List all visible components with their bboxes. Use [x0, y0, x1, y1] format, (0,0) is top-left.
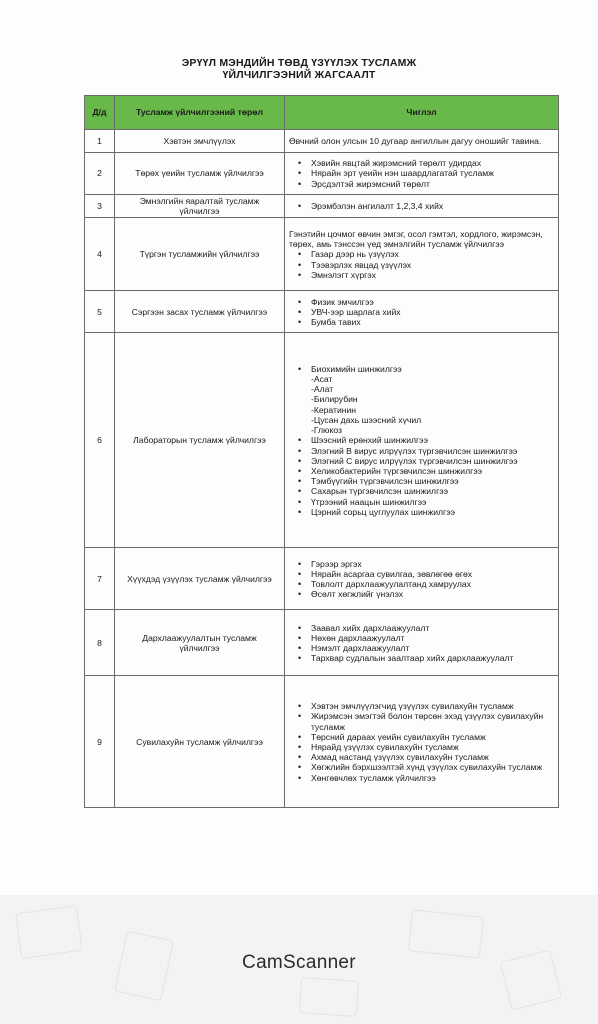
direction-bullet-item: • Үтрээний наацын шинжилгээ — [311, 497, 554, 507]
row-number: 4 — [85, 218, 115, 291]
direction-bullet-item: • Товлолт дархлаажуулалтанд хамруулах — [311, 579, 554, 589]
direction-bullet-item: • Газар дээр нь үзүүлэх — [311, 249, 554, 259]
background-doodle — [15, 905, 83, 959]
direction-bullet-item: • Хэвийн явцтай жирэмсний төрөлт удирдах — [311, 158, 554, 168]
direction-list — [289, 249, 554, 280]
direction-bullet-item: • Шээсний ерөнхий шинжилгээ — [311, 435, 554, 445]
direction-sub-item: -Цусан дахь шээсний хүчил — [311, 414, 422, 425]
direction-sub-item: -Асат — [311, 374, 333, 385]
direction-bullet-item: • Нөхөн дархлаажуулалт — [311, 633, 554, 643]
direction-bullet-item: • Хөгжлийн бэрхшээлтэй хүнд үзүүлэх сувилахуйн тусламж — [311, 762, 554, 772]
table-row — [85, 130, 559, 153]
table-row — [85, 548, 559, 610]
row-number: 8 — [85, 610, 115, 676]
direction-bullet-item: • Жирэмсэн эмэгтэй болон төрсөн эхэд үзүүлэх сувилахуйн тусламж — [311, 711, 554, 731]
direction-list — [289, 559, 554, 600]
direction-list — [289, 158, 554, 189]
camscanner-watermark: CamScanner — [242, 952, 356, 973]
table-row — [85, 333, 559, 548]
service-type: Сэргээн засах тусламж үйлчилгээ — [115, 291, 285, 333]
direction-list — [289, 701, 554, 783]
service-type: Хэвтэн эмчлүүлэх — [115, 130, 285, 153]
table-row — [85, 676, 559, 808]
row-number: 9 — [85, 676, 115, 808]
direction-bullet-item: • Тархвар судлалын заалтаар хийх дархлаажуулалт — [311, 653, 554, 663]
direction-bullet-item: • Хөнгөвчлөх тусламж үйлчилгээ — [311, 773, 554, 783]
header-number: Д/д — [85, 96, 115, 130]
row-number: 6 — [85, 333, 115, 548]
direction-bullet-item: • Эрэмбэлэн ангилалт 1,2,3,4 хийх — [311, 201, 554, 211]
table-row — [85, 610, 559, 676]
direction-intro: Гэнэтийн цочмог өвчин эмгэг, осол гэмтэл, хордлого, жирэмсэн, төрөх, амь тэнссэн үед эмнэлгийн тусламж үйлчилгээ — [289, 228, 543, 250]
direction-bullet-item: • Элэгний В вирус илрүүлэх түргэвчилсэн шинжилгээ — [311, 446, 554, 456]
direction-bullet-item: • Нярайд үзүүлэх сувилахуйн тусламж — [311, 742, 554, 752]
direction-bullet-item: • Заавал хийх дархлаажуулалт — [311, 623, 554, 633]
services-table — [84, 95, 559, 808]
direction-bullet-item: • Элэгний С вирус илрүүлэх түргэвчилсэн шинжилгээ — [311, 456, 554, 466]
service-type: Эмнэлгийн яаралтай тусламж үйлчилгээ — [115, 195, 285, 218]
row-number: 5 — [85, 291, 115, 333]
direction-cell — [285, 130, 559, 153]
service-type: Лабораторын тусламж үйлчилгээ — [115, 333, 285, 548]
service-type: Дархлаажуулалтын тусламж үйлчилгээ — [115, 610, 285, 676]
service-type: Төрөх үеийн тусламж үйлчилгээ — [115, 153, 285, 195]
service-type: Түргэн тусламжийн үйлчилгээ — [115, 218, 285, 291]
direction-bullet-item: • Нярайн асаргаа сувилгаа, зөвлөгөө өгөх — [311, 569, 554, 579]
direction-bullet-item: • Биохимийн шинжилгээ — [311, 364, 554, 374]
direction-bullet-item: • Эрсдэлтэй жирэмсний төрөлт — [311, 179, 554, 189]
row-number: 2 — [85, 153, 115, 195]
direction-bullet-item: • Сахарын түргэвчилсэн шинжилгээ — [311, 486, 554, 496]
table-row — [85, 291, 559, 333]
direction-cell — [285, 333, 559, 548]
direction-bullet-item: • Физик эмчилгээ — [311, 297, 554, 307]
direction-intro: Өвчний олон улсын 10 дугаар ангиллын дагуу оношийг тавина. — [289, 135, 542, 146]
direction-bullet-item: • Тэмбүүгийн түргэвчилсэн шинжилгээ — [311, 476, 554, 486]
background-doodle — [299, 977, 359, 1017]
direction-bullet-item: • Тээвэрлэх явцад үзүүлэх — [311, 260, 554, 270]
direction-cell — [285, 676, 559, 808]
direction-list — [289, 623, 554, 664]
service-type: Сувилахуйн тусламж үйлчилгээ — [115, 676, 285, 808]
direction-bullet-item: • Төрсний дараах үеийн сувилахуйн тусламж — [311, 732, 554, 742]
direction-cell — [285, 195, 559, 218]
direction-bullet-item: • Нэмэлт дархлаажуулалт — [311, 643, 554, 653]
table-row — [85, 153, 559, 195]
row-number: 3 — [85, 195, 115, 218]
header-direction: Чиглэл — [285, 96, 559, 130]
direction-bullet-item: • Цэрний сорьц цуглуулах шинжилгээ — [311, 507, 554, 517]
header-service-type: Тусламж үйлчилгээний төрөл — [115, 96, 285, 130]
direction-cell — [285, 153, 559, 195]
table-header-row — [85, 96, 559, 130]
direction-cell — [285, 610, 559, 676]
row-number: 7 — [85, 548, 115, 610]
direction-bullet-item: • Нярайн эрт үеийн нэн шаардлагатай тусламж — [311, 168, 554, 178]
direction-cell — [285, 548, 559, 610]
direction-bullet-item: • Хэвтэн эмчлүүлэгчид үзүүлэх сувилахуйн тусламж — [311, 701, 554, 711]
direction-sub-item: -Билирубин — [311, 394, 358, 405]
direction-sub-item: -Кератинин — [311, 404, 357, 415]
direction-list — [289, 297, 554, 328]
direction-bullet-item: • Өсөлт хөгжлийг үнэлэх — [311, 589, 554, 599]
direction-cell — [285, 291, 559, 333]
document-title-line-2: ҮЙЛЧИЛГЭЭНИЙ ЖАГСААЛТ — [222, 69, 376, 81]
direction-bullet-item: • Гэрээр эргэх — [311, 559, 554, 569]
table-row — [85, 218, 559, 291]
direction-bullet-item: • Бумба тавих — [311, 317, 554, 327]
direction-bullet-item: • Эмнэлэгт хүргэх — [311, 270, 554, 280]
direction-list — [289, 364, 554, 517]
direction-bullet-item: • УВЧ-ээр шарлага хийх — [311, 307, 554, 317]
direction-list — [289, 201, 554, 211]
direction-sub-item: -Глюкоз — [311, 425, 342, 436]
row-number: 1 — [85, 130, 115, 153]
table-row — [85, 195, 559, 218]
direction-cell — [285, 218, 559, 291]
service-type: Хүүхдэд үзүүлэх тусламж үйлчилгээ — [115, 548, 285, 610]
direction-bullet-item: • Хеликобактерийн түргэвчилсэн шинжилгээ — [311, 466, 554, 476]
direction-sub-item: -Алат — [311, 384, 334, 395]
direction-bullet-item: • Ахмад настанд үзүүлэх сувилахуйн тусламж — [311, 752, 554, 762]
document-title-line-1: ЭРҮҮЛ МЭНДИЙН ТӨВД ҮЗҮҮЛЭХ ТУСЛАМЖ — [181, 57, 417, 69]
